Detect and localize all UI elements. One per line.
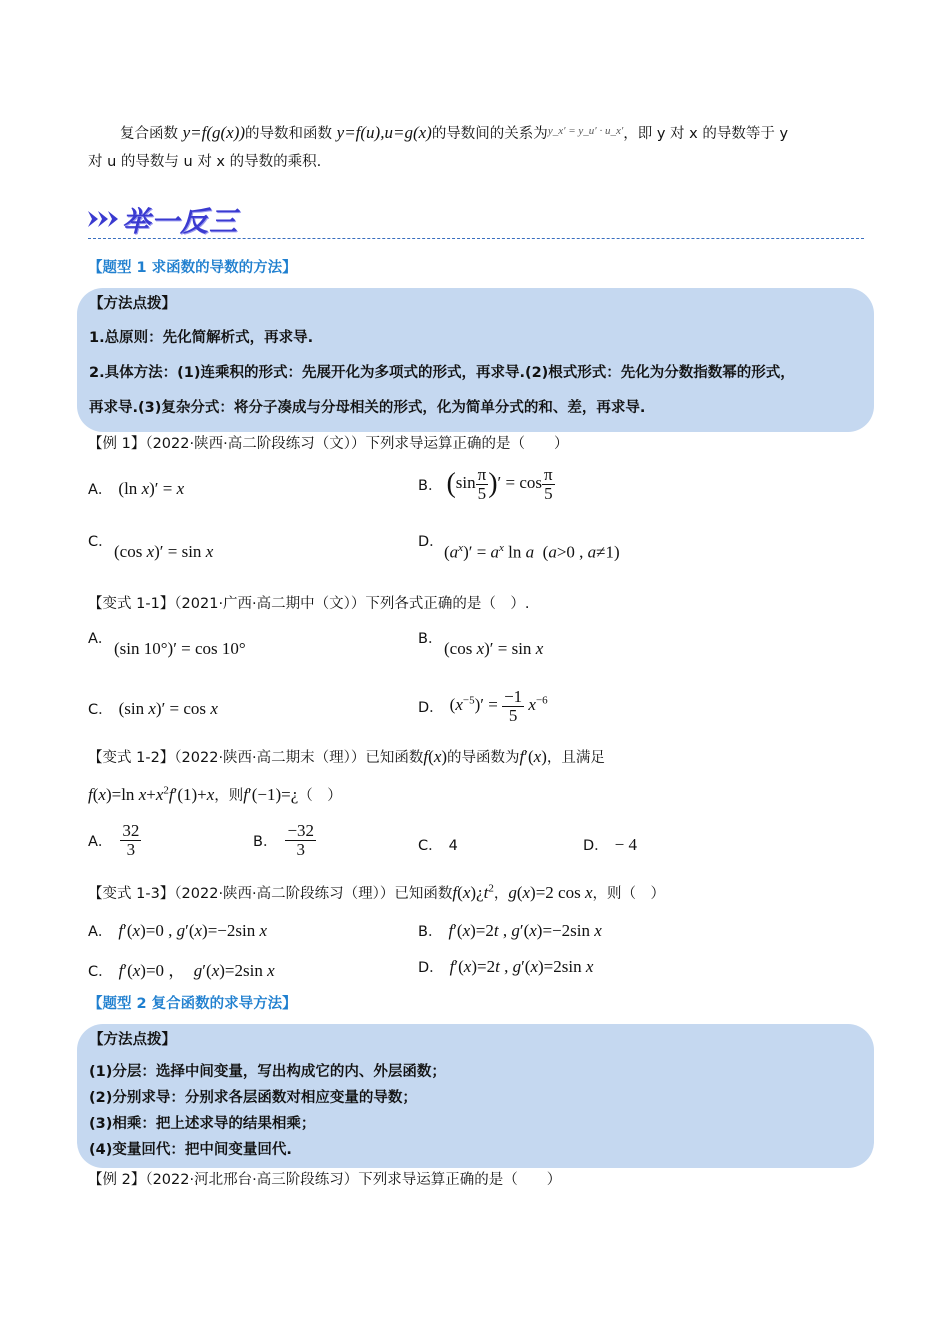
variant13-stem: 【变式 1-3】（2022·陕西·高二阶段练习（理））已知函数$f(x)¿t^2$，g(x)=2 cos x，则（ ） — [88, 882, 666, 902]
variant12-option-c[interactable]: C． 4 — [418, 838, 458, 854]
intro-expr-composite: y=f(g(x)) — [182, 123, 246, 142]
variant12-option-d[interactable]: D． − 4 — [583, 835, 638, 854]
section-title: 举一反三 — [122, 205, 239, 238]
example1-option-a[interactable]: A． (ln x)′ = x — [88, 479, 185, 498]
variant13-option-d[interactable]: D． f′(x)=2t , g′(x)=2sin x — [418, 957, 594, 976]
intro-line-2: 对 u 的导数与 u 对 x 的导数的乘积. — [88, 154, 322, 170]
variant11-option-d-expr: $(x^{-5})'$ = $\frac{-1}{5}$ $x^{-6}$ — [449, 687, 548, 725]
method-box-1-line: 再求导.(3)复杂分式：将分子凑成与分母相关的形式，化为简单分式的和、差，再求导. — [89, 400, 646, 416]
variant13-option-c[interactable]: C． f′(x)=0 ， g′(x)=2sin x — [88, 961, 275, 980]
variant13-option-b[interactable]: B． f′(x)=2t , g′(x)=−2sin x — [418, 921, 602, 940]
intro-line-1: 复合函数 y=f(g(x))的导数和函数 y=f(u),u=g(x)的导数间的关系为$^{y\_x' = y\_u' \cdot u\_x'}$，即 y 对 x 的导数等于 y — [120, 123, 789, 142]
variant13-option-a[interactable]: A． f′(x)=0 , g′(x)=−2sin x — [88, 921, 268, 940]
variant11-option-a[interactable]: A． (sin 10°)′ = cos 10° — [88, 631, 246, 658]
variant13-gx: g(x)=2 cos x — [508, 883, 593, 902]
variant13-fx: $f(x)¿t^2$ — [452, 882, 494, 902]
type2-heading: 【题型 2 复合函数的求导方法】 — [88, 996, 297, 1012]
variant11-option-d[interactable]: D． $(x^{-5})'$ = $\frac{-1}{5}$ $x^{-6}$ — [418, 687, 548, 725]
variant12-stem-line-2: f(x)=ln $x+x^2f'(1)+x$，则f′(−1)=¿（ ） — [88, 784, 342, 804]
variant13-option-c-expr: f′(x)=0 ， g′(x)=2sin x — [118, 961, 275, 980]
variant13-option-b-expr: f′(x)=2t , g′(x)=−2sin x — [448, 921, 602, 940]
example1-option-c[interactable]: C． (cos x)′ = sin x — [88, 534, 214, 561]
method-box-2-title: 【方法点拨】 — [89, 1032, 176, 1048]
intro-expr-pair: y=f(u),u=g(x) — [336, 123, 432, 142]
method-box-1-line: 2.具体方法：(1)连乘积的形式：先展开化为多项式的形式，再求导.(2)根式形式：先化为分数指数幂的形式， — [89, 365, 795, 381]
variant12-option-b-frac: $\frac{-32}{3}$ — [287, 821, 315, 859]
variant12-fx: f(x) — [423, 747, 448, 766]
example1-option-b[interactable]: B． (sin $\frac{\pi}{5}$ )′ = cos $\frac{\pi}{5}$ — [418, 465, 553, 503]
type1-heading: 【题型 1 求函数的导数的方法】 — [88, 260, 297, 276]
example1-option-d[interactable]: D． $(a^x)' = a^x$ ln a (a>0 , a≠1) — [418, 534, 620, 562]
example1-stem: 【例 1】（2022·陕西·高二阶段练习（文））下列求导运算正确的是（ ） — [88, 436, 569, 452]
variant13-option-d-expr: f′(x)=2t , g′(x)=2sin x — [449, 957, 594, 976]
variant12-equation: f(x)=ln $x+x^2f'(1)+x$ — [88, 784, 215, 804]
variant11-stem: 【变式 1-1】（2021·广西·高二期中（文））下列各式正确的是（ ）. — [88, 596, 530, 612]
variant11-option-c-expr: (sin x)′ = cos x — [118, 699, 218, 718]
variant13-option-a-expr: f′(x)=0 , g′(x)=−2sin x — [118, 921, 268, 940]
example1-option-a-expr: (ln x)′ = x — [118, 479, 185, 498]
method-box-2-line: (3)相乘：把上述求导的结果相乘； — [89, 1116, 316, 1132]
section-divider — [88, 238, 864, 239]
method-box-2-line: (4)变量回代：把中间变量回代. — [89, 1142, 292, 1158]
method-box-1-title: 【方法点拨】 — [89, 296, 176, 312]
variant11-option-b-expr: (cos x)′ = sin x — [444, 639, 544, 658]
example1-option-b-expr: (sin $\frac{\pi}{5}$ )′ = cos $\frac{\pi}{5}$ — [446, 465, 553, 503]
variant11-option-b[interactable]: B． (cos x)′ = sin x — [418, 631, 544, 658]
variant12-fprime-x: f′(x) — [519, 747, 547, 766]
example1-option-d-expr: $(a^x)' = a^x$ ln a (a>0 , a≠1) — [444, 542, 620, 562]
intro-chain-rule-formula: y_x′ = y_u′ · u_x′ — [547, 125, 624, 137]
method-box-1-line: 1.总原则：先化简解析式，再求导. — [89, 330, 314, 346]
section-title-banner — [88, 199, 268, 239]
variant12-target: f′(−1)=¿ — [243, 785, 299, 804]
variant12-stem-line-1: 【变式 1-2】（2022·陕西·高二期末（理））已知函数f(x)的导函数为f′(x)，且满足 — [88, 747, 605, 766]
variant12-option-b[interactable]: B． $\frac{-32}{3}$ — [253, 821, 315, 859]
method-box-2-line: (1)分层：选择中间变量，写出构成它的内、外层函数； — [89, 1064, 446, 1080]
example2-stem: 【例 2】（2022·河北邢台·高三阶段练习）下列求导运算正确的是（ ） — [88, 1172, 562, 1188]
method-box-2 — [77, 1024, 874, 1168]
example1-option-c-expr: (cos x)′ = sin x — [114, 542, 214, 561]
variant11-option-a-expr: (sin 10°)′ = cos 10° — [114, 639, 246, 658]
method-box-2-line: (2)分别求导：分别求各层函数对相应变量的导数； — [89, 1090, 417, 1106]
method-box-1 — [77, 288, 874, 432]
variant11-option-c[interactable]: C． (sin x)′ = cos x — [88, 699, 218, 718]
variant12-option-a[interactable]: A． $\frac{32}{3}$ — [88, 821, 140, 859]
variant12-option-a-frac: $\frac{32}{3}$ — [122, 821, 140, 859]
